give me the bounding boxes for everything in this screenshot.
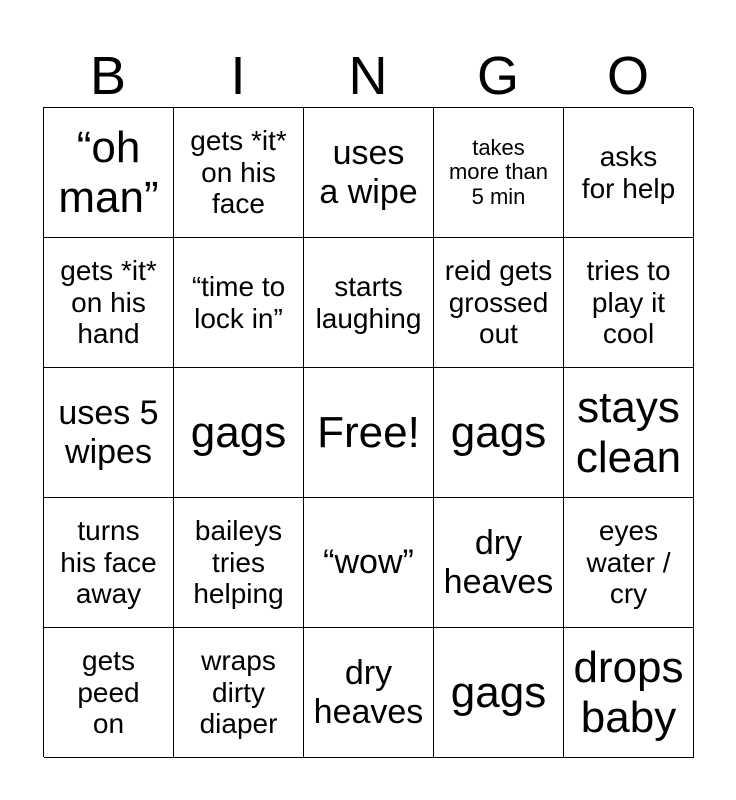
cell-text: gets *it* on his hand (60, 255, 157, 350)
bingo-cell[interactable] (304, 238, 434, 368)
header-letter-o: O (606, 46, 649, 106)
bingo-cell[interactable] (44, 238, 174, 368)
bingo-cell[interactable] (174, 238, 304, 368)
bingo-header (43, 46, 693, 106)
bingo-cell[interactable] (304, 108, 434, 238)
cell-text: reid gets grossed out (444, 255, 553, 350)
header-letter-g: G (476, 46, 519, 106)
bingo-cell[interactable] (44, 628, 174, 758)
bingo-cell[interactable] (44, 368, 174, 498)
cell-text: dry heaves (313, 654, 424, 731)
cell-text: baileys tries helping (193, 515, 284, 610)
bingo-cell[interactable] (434, 108, 564, 238)
bingo-cell[interactable] (174, 108, 304, 238)
bingo-cell[interactable] (564, 498, 694, 628)
bingo-cell[interactable] (434, 368, 564, 498)
bingo-cell[interactable] (304, 498, 434, 628)
cell-text: drops baby (573, 643, 684, 742)
bingo-cell[interactable] (564, 238, 694, 368)
cell-text: tries to play it cool (586, 255, 671, 350)
bingo-cell[interactable] (44, 498, 174, 628)
header-letter-b: B (89, 46, 127, 106)
cell-text: gags (450, 667, 547, 717)
free-space-cell[interactable] (304, 368, 434, 498)
cell-text: stays clean (575, 383, 682, 482)
bingo-grid (43, 107, 693, 757)
cell-text: gags (450, 407, 547, 457)
cell-text: “wow” (323, 543, 414, 582)
bingo-cell[interactable] (434, 498, 564, 628)
cell-text: “time to lock in” (191, 271, 286, 334)
bingo-cell[interactable] (434, 238, 564, 368)
bingo-cell[interactable] (564, 368, 694, 498)
cell-text: gets *it* on his face (190, 125, 287, 220)
cell-text: “oh man” (58, 123, 159, 222)
header-letter-n: N (348, 46, 388, 106)
bingo-cell[interactable] (44, 108, 174, 238)
bingo-cell[interactable] (174, 628, 304, 758)
cell-text: gets peed on (77, 645, 140, 740)
bingo-cell[interactable] (174, 498, 304, 628)
bingo-cell[interactable] (174, 368, 304, 498)
bingo-cell[interactable] (304, 628, 434, 758)
cell-text: uses a wipe (319, 134, 418, 211)
bingo-cell[interactable] (564, 628, 694, 758)
cell-text: turns his face away (60, 515, 157, 610)
cell-text: wraps dirty diaper (199, 645, 278, 740)
cell-text: dry heaves (443, 524, 554, 601)
cell-text: asks for help (581, 141, 676, 204)
cell-text: gags (190, 407, 287, 457)
cell-text: uses 5 wipes (58, 394, 159, 471)
cell-text: takes more than 5 min (448, 134, 549, 209)
cell-text: starts laughing (315, 271, 422, 334)
header-letter-i: I (230, 46, 246, 106)
free-space-text: Free! (317, 407, 420, 457)
bingo-cell[interactable] (564, 108, 694, 238)
bingo-cell[interactable] (434, 628, 564, 758)
cell-text: eyes water / cry (586, 515, 671, 610)
